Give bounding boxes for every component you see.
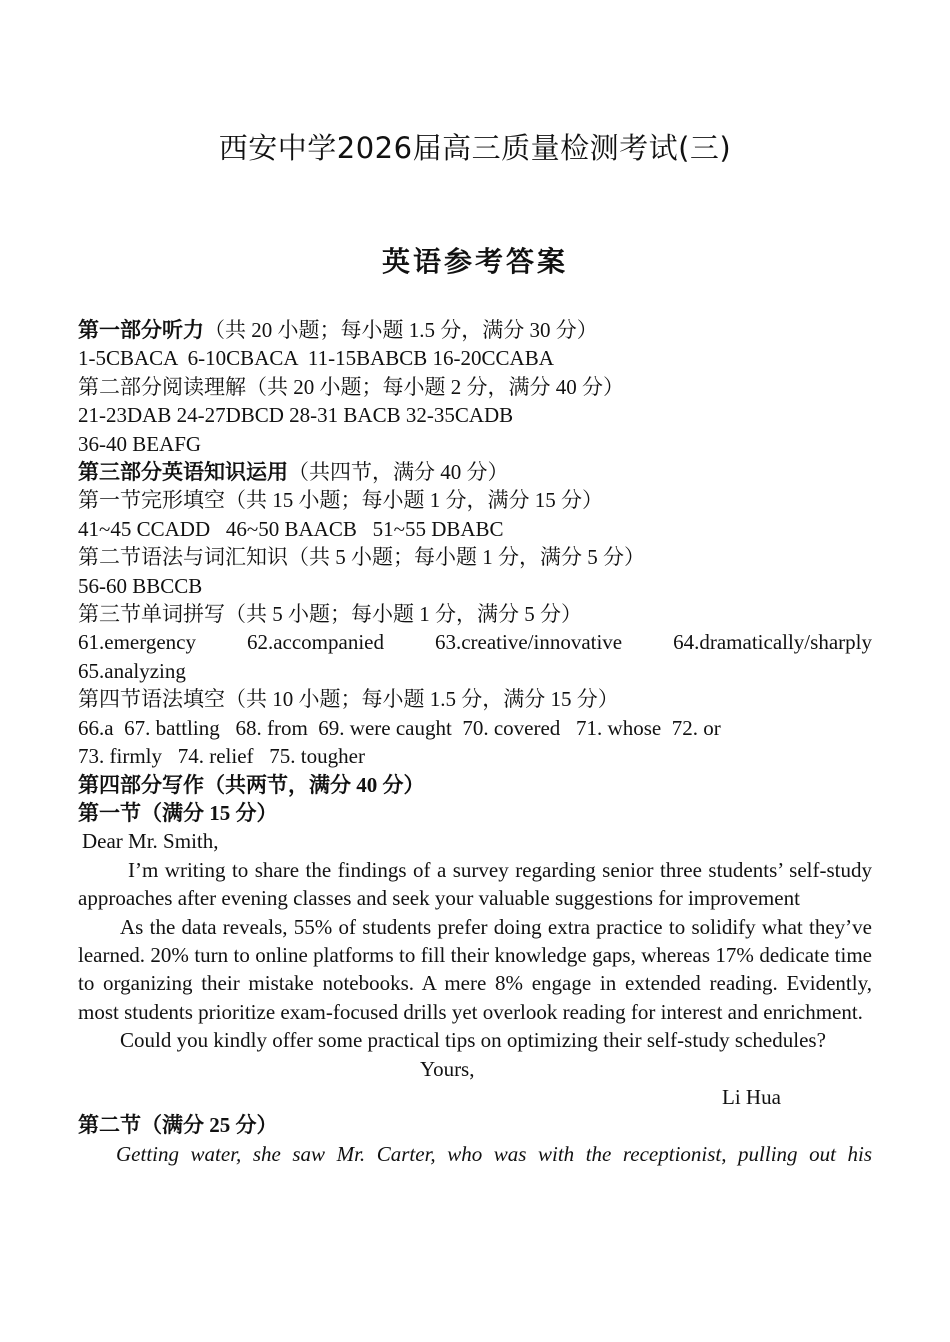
part3-sec1-answers: 41~45 CCADD 46~50 BAACB 51~55 DBABC bbox=[78, 516, 504, 541]
part1-answers: 1-5CBACA 6-10CBACA 11-15BABCB 16-20CCABA bbox=[78, 346, 554, 371]
part3-sec1-heading: 第一节完形填空（共 15 小题；每小题 1 分，满分 15 分） bbox=[78, 488, 603, 513]
part4-sec2-heading: 第二节（满分 25 分） bbox=[78, 1113, 278, 1138]
part3-sec3-heading: 第三节单词拼写（共 5 小题；每小题 1 分，满分 5 分） bbox=[78, 602, 582, 627]
spelling-answer-62: 62.accompanied bbox=[246, 630, 384, 655]
part3-heading-line bbox=[78, 458, 872, 486]
page-title: 西安中学2026届高三质量检测考试(三) bbox=[218, 131, 732, 165]
part2-heading: 第二部分阅读理解（共 20 小题；每小题 2 分，满分 40 分） bbox=[78, 374, 624, 399]
part1-heading: 第一部分听力 bbox=[78, 318, 204, 342]
letter-closing: Yours, bbox=[420, 1056, 475, 1081]
part3-sec2-answers: 56-60 BBCCB bbox=[78, 573, 203, 598]
letter-signature: Li Hua bbox=[722, 1084, 781, 1109]
part1-heading-line bbox=[78, 316, 872, 344]
part3-sec4-heading: 第四节语法填空（共 10 小题；每小题 1.5 分，满分 15 分） bbox=[78, 687, 619, 712]
part4-heading: 第四部分写作（共两节，满分 40 分） bbox=[78, 772, 425, 797]
part2-answers-line1: 21-23DAB 24-27DBCD 28-31 BACB 32-35CADB bbox=[78, 403, 514, 428]
spelling-answer-65: 65.analyzing bbox=[78, 658, 186, 683]
answer-content bbox=[78, 316, 872, 1168]
spelling-answer-63: 63.creative/innovative bbox=[434, 630, 623, 655]
part3-heading: 第三部分英语知识运用 bbox=[78, 460, 288, 485]
letter-paragraph-3: Could you kindly offer some practical tips on optimizing their self-study schedules? bbox=[120, 1028, 826, 1053]
part3-sec4-answers-line2: 73. firmly 74. relief 75. tougher bbox=[78, 744, 365, 769]
part2-answers-line2: 36-40 BEAFG bbox=[78, 431, 202, 456]
letter-paragraph-1: I’m writing to share the findings of a survey regarding senior three students’ self-study approaches after evening classes and seek your valuable suggestions for improvement bbox=[78, 857, 872, 911]
part3-sec2-heading: 第二节语法与词汇知识（共 5 小题；每小题 1 分，满分 5 分） bbox=[78, 545, 645, 570]
page-subtitle: 英语参考答案 bbox=[381, 245, 568, 278]
continuation-text: Getting water, she saw Mr. Carter, who was with the receptionist, pulling out his bbox=[116, 1141, 872, 1166]
letter-paragraph-2: As the data reveals, 55% of students prefer doing extra practice to solidify what they’ve learned. 20% turn to online platforms to fill their knowledge gaps, whereas 17% dedicate time to organizing their mistake notebooks. A mere 8% engage in extended reading. Evidently, most students prioritize exam-focused drills yet overlook reading for interest and enrichment. bbox=[78, 914, 872, 1024]
part3-sec3-words bbox=[78, 628, 872, 656]
spelling-answer-61: 61.emergency bbox=[78, 630, 196, 655]
letter-salutation: Dear Mr. Smith, bbox=[82, 829, 219, 854]
part3-note: （共四节，满分 40 分） bbox=[288, 460, 509, 485]
part3-sec4-answers-line1: 66.a 67. battling 68. from 69. were caught 70. covered 71. whose 72. or bbox=[78, 715, 721, 740]
part1-note: （共 20 小题；每小题 1.5 分，满分 30 分） bbox=[204, 318, 598, 342]
spelling-answer-64: 64.dramatically/sharply bbox=[673, 630, 872, 655]
part4-sec1-heading: 第一节（满分 15 分） bbox=[78, 800, 278, 825]
